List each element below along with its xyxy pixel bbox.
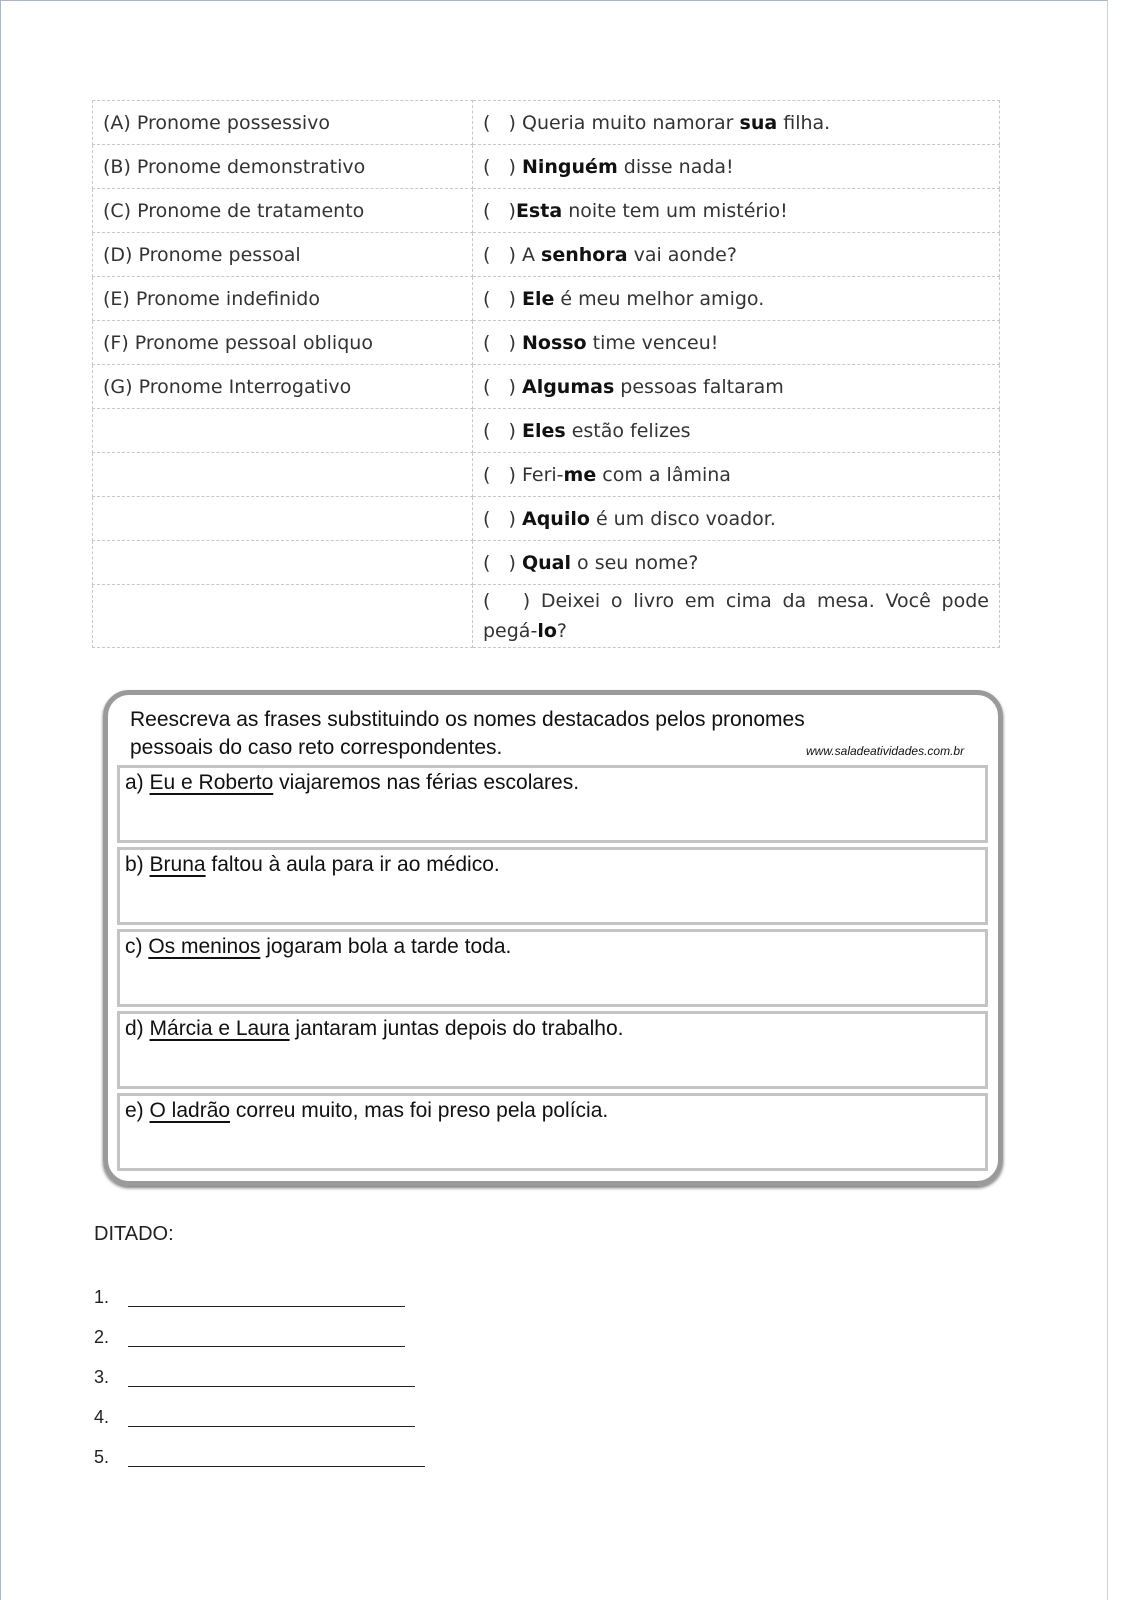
sentence-text: d) [125,1017,150,1040]
sentence-text: viajaremos nas férias escolares. [273,771,580,794]
sentence-text: vai aonde? [627,243,737,266]
pronoun-type-cell: (B) Pronome demonstrativo [93,145,473,189]
pronoun-type-cell: (G) Pronome Interrogativo [93,365,473,409]
answer-box[interactable] [117,847,988,925]
sentence-cell[interactable] [473,453,1000,497]
table-row [93,585,1000,648]
ditado-answer-line[interactable] [128,1346,405,1347]
pronoun-type-cell [93,497,473,541]
sentence-cell[interactable] [473,101,1000,145]
pronoun-type-cell: (F) Pronome pessoal obliquo [93,321,473,365]
table-row [93,409,1000,453]
underlined-noun: Eu e Roberto [149,771,274,794]
pronoun-type-cell: (A) Pronome possessivo [93,101,473,145]
sentence-text: ( ) [483,507,522,530]
sentence-prompt [125,1017,623,1041]
sentence-text: b) [125,853,150,876]
sentence-prompt [125,771,579,795]
sentence-text: ( ) [483,419,522,442]
table-row [93,189,1000,233]
sentence-text: e) [125,1099,150,1122]
highlighted-pronoun: Algumas [521,375,615,398]
ditado-number: 1. [94,1287,110,1307]
table-row [93,541,1000,585]
sentence-cell[interactable] [473,145,1000,189]
sentence-text: ( ) A [483,243,542,266]
sentence-text: jogaram bola a tarde toda. [260,935,512,958]
sentence-text: disse nada! [617,155,734,178]
sentence-text: ( ) Queria muito namorar [483,111,740,134]
sentence-text: ( ) [483,155,522,178]
sentence-text: time venceu! [586,331,719,354]
pronoun-type-cell [93,585,473,648]
pronoun-type-cell [93,453,473,497]
sentence-text: é meu melhor amigo. [554,287,765,310]
highlighted-pronoun: Ele [521,287,555,310]
sentence-text: ( ) [483,287,522,310]
ditado-title: DITADO: [94,1223,174,1245]
ditado-answer-line[interactable] [128,1466,425,1467]
answer-box[interactable] [117,929,988,1007]
sentence-text: ? [556,620,567,642]
sentence-text: ( ) Feri- [483,463,564,486]
sentence-cell[interactable] [473,233,1000,277]
sentence-text: filha. [777,111,831,134]
table-row [93,145,1000,189]
table-row [93,497,1000,541]
sentence-cell[interactable] [473,541,1000,585]
sentence-prompt [125,853,500,877]
pronoun-type-cell [93,409,473,453]
table-row [93,233,1000,277]
ditado-number: 2. [94,1327,110,1347]
highlighted-pronoun: sua [739,111,778,134]
sentence-text: ( ) [483,375,522,398]
underlined-noun: Márcia e Laura [149,1017,290,1040]
sentence-cell[interactable] [473,497,1000,541]
sentence-prompt [125,935,511,959]
pronoun-type-cell: (C) Pronome de tratamento [93,189,473,233]
highlighted-pronoun: Nosso [521,331,587,354]
sentence-cell[interactable] [473,365,1000,409]
ditado-answer-line[interactable] [128,1306,405,1307]
matching-table [92,100,1000,648]
sentence-text: correu muito, mas foi preso pela polícia. [230,1099,609,1122]
sentence-text: ( ) [483,331,522,354]
highlighted-pronoun: Qual [521,551,571,574]
answer-box[interactable] [117,765,988,843]
sentence-cell[interactable] [473,321,1000,365]
pronoun-type-cell: (D) Pronome pessoal [93,233,473,277]
sentence-prompt [125,1099,608,1123]
sentence-cell[interactable] [473,409,1000,453]
ditado-answer-line[interactable] [128,1426,415,1427]
table-row [93,453,1000,497]
highlighted-pronoun: Aquilo [521,507,590,530]
highlighted-pronoun: Eles [521,419,566,442]
pronoun-type-cell: (E) Pronome indefinido [93,277,473,321]
sentence-text: jantaram juntas depois do trabalho. [289,1017,624,1040]
sentence-text: ( ) [483,199,516,222]
ditado-answer-line[interactable] [128,1386,415,1387]
sentence-text: estão felizes [565,419,691,442]
underlined-noun: Bruna [149,853,206,876]
sentence-text: é um disco voador. [589,507,776,530]
sentence-cell[interactable] [473,189,1000,233]
ditado-number: 5. [94,1447,110,1467]
sentence-text: a) [125,771,150,794]
sentence-text: com a lâmina [596,463,731,486]
pronoun-type-cell [93,541,473,585]
table-row [93,101,1000,145]
sentence-text: c) [125,935,149,958]
answer-box[interactable] [117,1093,988,1171]
table-row [93,365,1000,409]
instruction-line-1: Reescreva as frases substituindo os nomes destacados pelos pronomes [130,708,805,731]
sentence-text: noite tem um mistério! [562,199,788,222]
rewrite-instruction [130,706,805,762]
sentence-text: o seu nome? [571,551,699,574]
highlighted-pronoun: Ninguém [521,155,618,178]
ditado-number: 4. [94,1407,110,1427]
sentence-cell[interactable] [473,277,1000,321]
sentence-text: pessoas faltaram [614,375,784,398]
highlighted-pronoun: senhora [541,243,628,266]
highlighted-pronoun: Esta [515,199,563,222]
sentence-text: faltou à aula para ir ao médico. [205,853,500,876]
underlined-noun: O ladrão [149,1099,231,1122]
site-watermark: www.saladeatividades.com.br [806,744,965,758]
highlighted-pronoun: lo [537,620,557,642]
sentence-text: ( ) [483,551,522,574]
highlighted-pronoun: me [563,463,597,486]
table-row [93,277,1000,321]
underlined-noun: Os meninos [148,935,261,958]
ditado-number: 3. [94,1367,110,1387]
instruction-line-2: pessoais do caso reto correspondentes. [130,736,503,759]
sentence-cell[interactable] [473,585,1000,648]
answer-box[interactable] [117,1011,988,1089]
table-row [93,321,1000,365]
sentence-text: ( ) Deixei o livro em cima da mesa. Você pode pegá- [483,590,996,642]
